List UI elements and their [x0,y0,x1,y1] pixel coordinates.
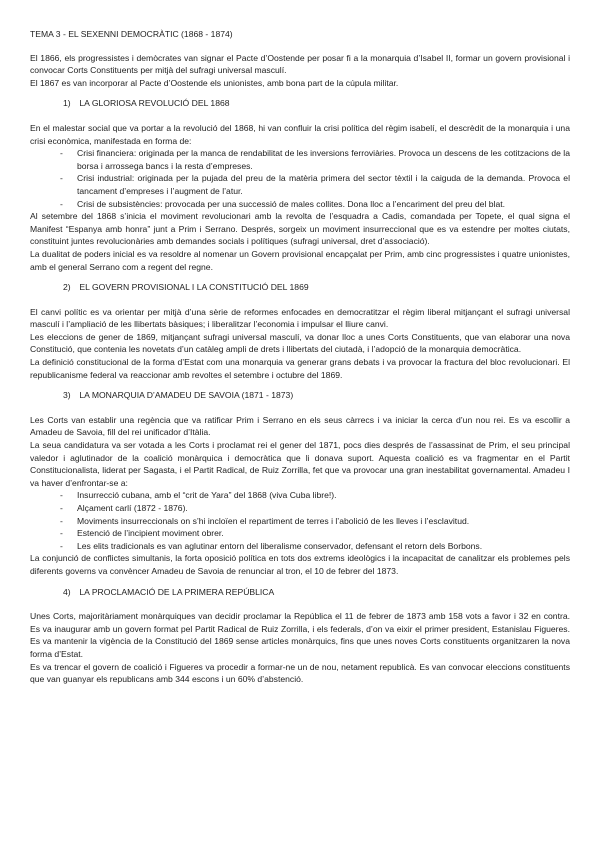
section-number: 1) [63,98,71,109]
section-heading [30,281,570,294]
intro-paragraph: El 1866, els progressistes i demòcrates van signar el Pacte d’Oostende per posar fi a la monarquia d’Isabel II, formar un govern provisional i convocar Corts Constituents per mitjà del sufragi universal masculí. [30,52,570,76]
list-item: - Crisi financiera: originada per la manca de rendabilitat de les inversions ferroviàries. Provoca un descens de les cotitzacions de la borsa i arrossega bancs i la resta d’empreses. [77,147,570,172]
section-number: 3) [63,390,71,401]
paragraph: Les eleccions de gener de 1869, mitjançant sufragi universal masculí, va donar lloc a unes Corts Constituents, que van elaborar una nova Constitució, que contenia les novetats d’un catàleg ampli de drets i llibertats del ciutadà, i l’adopció de la monarquia democràtica. [30,331,570,355]
list-item: - Crisi de subsistències: provocada per una successió de males collites. Dona lloc a l’encariment del preu del blat. [77,198,570,211]
list-item: - Moviments insurreccionals on s’hi incloïen el repartiment de terres i l’abolició de les lleves i l’esclavitud. [77,515,570,528]
list-item: - Les elits tradicionals es van aglutinar entorn del liberalisme conservador, defensant el retorn dels Borbons. [77,540,570,553]
section-heading [30,389,570,402]
section-number: 4) [63,586,71,597]
page-title: TEMA 3 - EL SEXENNI DEMOCRÀTIC (1868 - 1874) [30,29,233,39]
section-number: 2) [63,282,71,293]
list-item: - Insurrecció cubana, amb el “crit de Yara” del 1868 (viva Cuba libre!). [77,489,570,502]
section-heading [30,97,570,110]
bullet-list [30,147,570,210]
list-item: - Alçament carlí (1872 - 1876). [77,502,570,515]
document-page [30,28,570,686]
paragraph: La dualitat de poders inicial es va resoldre al nomenar un Govern provisional encapçalat per Prim, amb cinc progressistes i quatre unionistes, amb el general Serrano com a regent del regne. [30,248,570,272]
paragraph: Al setembre del 1868 s’inicia el moviment revolucionari amb la revolta de l’esquadra a Cadis, comandada per Topete, el qual signa el Manifest “Espanya amb honra” junt a Prim i Serrano. Després, sorgeix un moviment insurreccional que es va estendre per moltes ciutats, constituint juntes revolucionàries amb demandes socials i polítiques (sufragi universal, dret d’associació). [30,211,570,247]
intro-paragraph: El 1867 es van incorporar al Pacte d’Oostende els unionistes, amb bona part de la cúpula militar. [30,77,399,88]
paragraph: La seua candidatura va ser votada a les Corts i proclamat rei el gener del 1871, pocs dies després de l’assassinat de Prim, el seu principal valedor i aglutinador de la coalició monàrquica i democràtica que li donava suport. Aquesta coalició es va fragmentar en el Partit Constitucionalista, liderat per Sagasta, i el Partit Radical, de Ruiz Zorrilla, fet que va provocar una gran inestabilitat governamental. Amadeu I va haver d’enfrontar-se a: [30,440,570,488]
paragraph: El canvi polític es va orientar per mitjà d’una sèrie de reformes enfocades en democratitzar el règim liberal mitjançant el sufragi universal masculí i l’ampliació de les llibertats bàsiques; i liberalitzar l’economia i impulsar el lliure canvi. [30,306,570,330]
list-item: - Crisi industrial: originada per la pujada del preu de la matèria primera del sector tèxtil i la caiguda de la demanda. Provoca el tancament d’empreses i l’augment de l’atur. [77,172,570,197]
section-title: EL GOVERN PROVISIONAL I LA CONSTITUCIÓ DEL 1869 [79,282,309,293]
section-title: LA MONARQUIA D’AMADEU DE SAVOIA (1871 - 1873) [79,390,294,401]
section-heading [30,586,570,599]
paragraph: Es va trencar el govern de coalició i Figueres va procedir a formar-ne un de nou, netament republicà. Es van convocar eleccions constituents que van guanyar els republicans amb 344 escons i un 60% d’abstenció. [30,661,570,685]
paragraph: En el malestar social que va portar a la revolució del 1868, hi van confluir la crisi política del règim isabelí, el descrèdit de la monarquia i una crisi econòmica, manifestada en forma de: [30,122,570,146]
paragraph: Unes Corts, majoritàriament monàrquiques van decidir proclamar la República el 11 de febrer de 1873 amb 158 vots a favor i 32 en contra. Es va inaugurar amb un govern format pel Partit Radical de Ruiz Zorrilla, i els federals, d’on va eixir el primer president, Estanislau Figueres. Es va mantenir la vigència de la Constitució del 1869 sense articles monàrquics, fins que unes noves Corts constituents organitzaren la nova forma d’Estat. [30,611,570,659]
section-title: LA GLORIOSA REVOLUCIÓ DEL 1868 [79,98,230,109]
bullet-list [30,489,570,552]
paragraph: La conjunció de conflictes simultanis, la forta oposició política en tots dos extrems ideològics i la incapacitat de canalitzar els problemes pels diferents governs va convèncer Amadeu de Savoia de renunciar al tron, el 10 de febrer del 1873. [30,553,570,576]
section-title: LA PROCLAMACIÓ DE LA PRIMERA REPÚBLICA [79,586,275,597]
paragraph: Les Corts van establir una regència que va ratificar Prim i Serrano en els seus càrrecs i va iniciar la cerca d’un nou rei. Es va escollir a Amadeu de Savoia, fill del rei unificador d’Itàlia. [30,414,570,438]
list-item: - Estenció de l’incipient moviment obrer. [77,527,570,540]
paragraph: La definició constitucional de la forma d’Estat com una monarquia va generar grans debats i va provocar la fractura del bloc revolucionari. El republicanisme federal va reaccionar amb revoltes el setembre i octubre del 1869. [30,357,570,380]
